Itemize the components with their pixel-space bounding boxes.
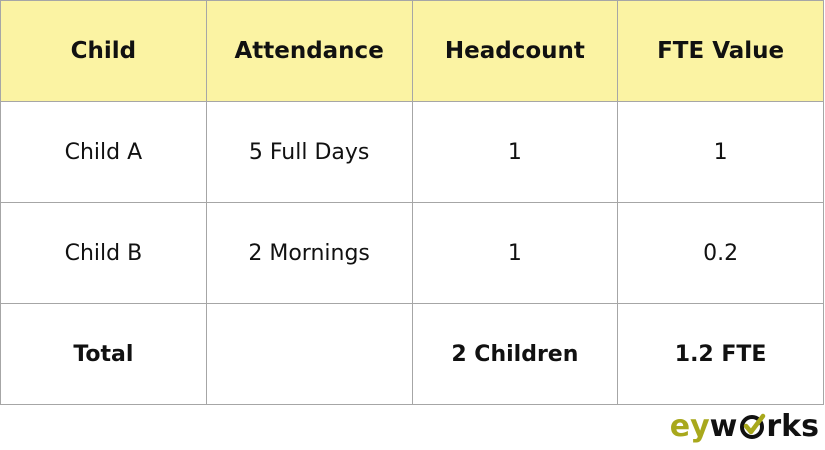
cell-child: Child B (1, 203, 207, 304)
header-headcount: Headcount (412, 1, 618, 102)
check-circle-icon (738, 412, 766, 440)
cell-headcount: 1 (412, 102, 618, 203)
logo-text-ey: ey (669, 408, 710, 444)
eyworks-logo (670, 404, 819, 448)
table-row (1, 102, 824, 203)
logo-text-rks: rks (766, 408, 819, 444)
cell-fte-value: 0.2 (618, 203, 824, 304)
table-row (1, 203, 824, 304)
header-attendance: Attendance (206, 1, 412, 102)
cell-attendance: 2 Mornings (206, 203, 412, 304)
logo-text-w: w (709, 408, 738, 444)
cell-headcount: 1 (412, 203, 618, 304)
header-row (1, 1, 824, 102)
header-child: Child (1, 1, 207, 102)
cell-child: Child A (1, 102, 207, 203)
cell-attendance: 5 Full Days (206, 102, 412, 203)
total-fte-value: 1.2 FTE (618, 304, 824, 405)
total-row (1, 304, 824, 405)
total-label: Total (1, 304, 207, 405)
header-fte-value: FTE Value (618, 1, 824, 102)
cell-fte-value: 1 (618, 102, 824, 203)
total-attendance (206, 304, 412, 405)
total-headcount: 2 Children (412, 304, 618, 405)
